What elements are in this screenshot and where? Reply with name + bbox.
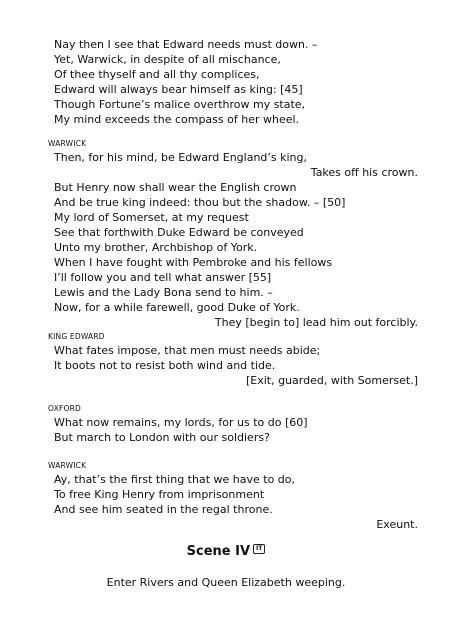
verse-line: Yet, Warwick, in despite of all mischance, bbox=[54, 53, 281, 66]
verse-line: And see him seated in the regal throne. bbox=[54, 503, 273, 516]
speaker-name: KING EDWARD bbox=[48, 332, 105, 341]
verse-line: See that forthwith Duke Edward be conveyed bbox=[54, 226, 304, 239]
scene-heading bbox=[0, 544, 452, 560]
speaker-name: WARWICK bbox=[48, 139, 87, 148]
scene-title: Scene IV bbox=[186, 544, 251, 559]
verse-line: Ay, that’s the first thing that we have to do, bbox=[54, 473, 296, 486]
stage-direction: Exeunt. bbox=[376, 518, 418, 531]
verse-line: What fates impose, that men must needs abide; bbox=[54, 344, 321, 357]
verse-line: And be true king indeed: thou but the shadow. – [50] bbox=[54, 196, 346, 209]
verse-line: I’ll follow you and tell what answer [55] bbox=[54, 271, 272, 284]
verse-line: My mind exceeds the compass of her wheel. bbox=[54, 113, 300, 126]
verse-line: When I have fought with Pembroke and his fellows bbox=[54, 256, 333, 269]
verse-line: Then, for his mind, be Edward England’s king, bbox=[54, 151, 307, 164]
verse-line: Unto my brother, Archbishop of York. bbox=[54, 241, 258, 254]
verse-line: Now, for a while farewell, good Duke of York. bbox=[54, 301, 300, 314]
verse-line: But march to London with our soldiers? bbox=[54, 431, 270, 444]
verse-line: Edward will always bear himself as king: [45] bbox=[54, 83, 303, 96]
verse-line: My lord of Somerset, at my request bbox=[54, 211, 249, 224]
stage-direction: They [begin to] lead him out forcibly. bbox=[214, 316, 418, 329]
verse-line: Nay then I see that Edward needs must down. – bbox=[54, 38, 318, 51]
verse-line: Of thee thyself and all thy complices, bbox=[54, 68, 260, 81]
verse-line: Lewis and the Lady Bona send to him. – bbox=[54, 286, 273, 299]
verse-line: But Henry now shall wear the English crown bbox=[54, 181, 297, 194]
speaker-name: WARWICK bbox=[48, 461, 87, 470]
stage-direction: [Exit, guarded, with Somerset.] bbox=[245, 374, 418, 387]
scene-link-icon[interactable]: IT bbox=[253, 544, 265, 554]
speaker-name: OXFORD bbox=[48, 404, 81, 413]
verse-line: It boots not to resist both wind and tide. bbox=[54, 359, 276, 372]
stage-direction: Takes off his crown. bbox=[310, 166, 418, 179]
entry-direction: Enter Rivers and Queen Elizabeth weeping. bbox=[106, 576, 346, 589]
verse-line: What now remains, my lords, for us to do [60] bbox=[54, 416, 308, 429]
verse-line: Though Fortune’s malice overthrow my state, bbox=[54, 98, 306, 111]
verse-line: To free King Henry from imprisonment bbox=[54, 488, 265, 501]
